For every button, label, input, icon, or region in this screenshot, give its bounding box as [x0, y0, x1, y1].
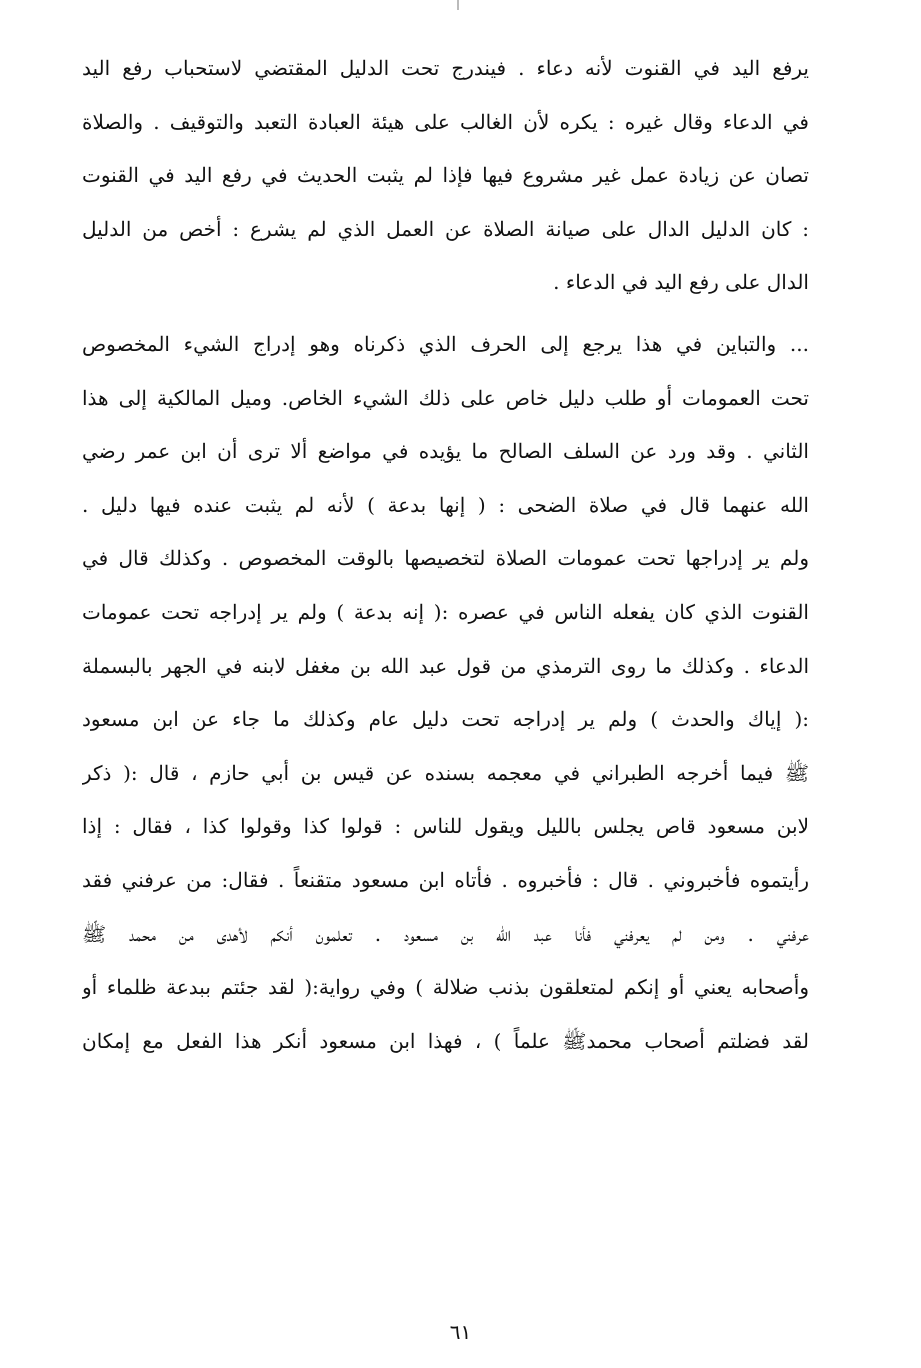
page-number: ٦١	[449, 1320, 472, 1344]
text-line: في الدعاء وقال غيره : يكره لأن الغالب على هيئة العبادة التعبد والتوقيف . والصلاة	[82, 109, 809, 134]
text-line: لقد فضلتم أصحاب محمدﷺ علماً ) ، فهذا ابن مسعود أنكر هذا الفعل مع إمكان	[82, 1028, 809, 1053]
text-line: تصان عن زيادة عمل غير مشروع فيها فإذا لم يثبت الحديث في رفع اليد في القنوت	[82, 163, 809, 188]
paragraph-1	[82, 42, 809, 310]
text-line: عرفني . ومن لم يعرفني فأنا عبد الله بن مسعود . تعلمون أنكم لأهدى من محمد ﷺ	[82, 921, 809, 946]
scan-mark	[457, 0, 459, 10]
text-line: الدال على رفع اليد في الدعاء .	[553, 270, 809, 295]
text-line: القنوت الذي كان يفعله الناس في عصره :( إنه بدعة ) ولم ير إدراجه تحت عمومات	[82, 599, 809, 624]
paragraph-2	[82, 318, 809, 1068]
text-line: ولم ير إدراجها تحت عمومات الصلاة لتخصيصها بالوقت المخصوص . وكذلك قال في	[82, 546, 809, 571]
text-line: : كان الدليل الدال على صيانة الصلاة عن العمل الذي لم يشرع : أخص من الدليل	[82, 216, 809, 241]
text-line: الدعاء . وكذلك ما روى الترمذي من قول عبد الله بن مغفل لابنه في الجهر بالبسملة	[82, 653, 809, 678]
text-line: تحت العمومات أو طلب دليل خاص على ذلك الشيء الخاص. وميل المالكية إلى هذا	[82, 385, 809, 410]
text-line: الثاني . وقد ورد عن السلف الصالح ما يؤيده في مواضع ألا ترى أن ابن عمر رضي	[82, 439, 809, 464]
text-line: الله عنهما قال في صلاة الضحى : ( إنها بدعة ) لأنه لم يثبت عنده فيها دليل .	[82, 492, 809, 517]
text-line: :( إياك والحدث ) ولم ير إدراجه تحت دليل عام وكذلك ما جاء عن ابن مسعود	[82, 707, 809, 732]
text-line: رأيتموه فأخبروني . قال : فأخبروه . فأتاه ابن مسعود متقنعاً . فقال: من عرفني فقد	[82, 867, 809, 892]
text-line: وأصحابه يعني أو إنكم لمتعلقون بذنب ضلالة ) وفي رواية:( لقد جئتم ببدعة ظلماء أو	[82, 975, 809, 1000]
page-body	[82, 42, 809, 1076]
text-line: لابن مسعود قاص يجلس بالليل ويقول للناس : قولوا كذا وقولوا كذا ، فقال : إذا	[82, 814, 809, 839]
text-line: يرفع اليد في القنوت لأنه دعاء . فيندرج تحت الدليل المقتضي لاستحباب رفع اليد	[82, 56, 809, 80]
text-line: ... والتباين في هذا يرجع إلى الحرف الذي ذكرناه وهو إدراج الشيء المخصوص	[82, 331, 809, 356]
text-line: ﷺ فيما أخرجه الطبراني في معجمه بسنده عن قيس بن أبي حازم ، قال :( ذكر	[82, 760, 809, 785]
